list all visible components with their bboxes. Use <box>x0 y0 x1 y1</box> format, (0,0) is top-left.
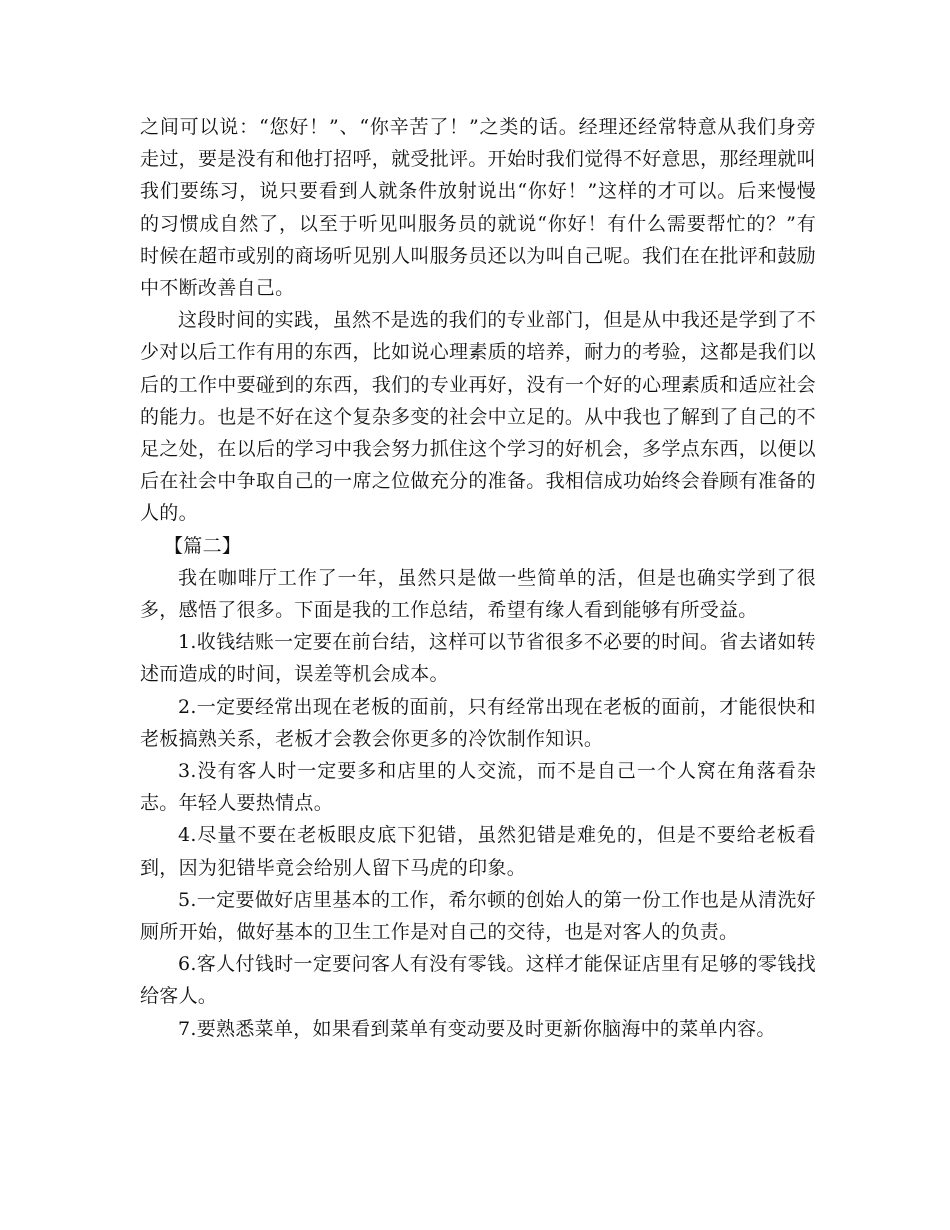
paragraph-practice-reflection: 这段时间的实践，虽然不是选的我们的专业部门，但是从中我还是学到了不少对以后工作有用的东西，比如说心理素质的培养，耐力的考验，这都是我们以后的工作中要碰到的东西，我们的专业再好，没有一个好的心理素质和适应社会的能力。也是不好在这个复杂多变的社会中立足的。从中我也了解到了自己的不足之处，在以后的学习中我会努力抓住这个学习的好机会，多学点东西，以便以后在社会中争取自己的一席之位做充分的准备。我相信成功始终会眷顾有准备的人的。 <box>140 309 816 525</box>
document-body <box>140 111 816 1045</box>
list-item-7: 7.要熟悉菜单，如果看到菜单有变动要及时更新你脑海中的菜单内容。 <box>178 1017 776 1040</box>
list-item-1: 1.收钱结账一定要在前台结，这样可以节省很多不必要的时间。省去诸如转述而造成的时间，误差等机会成本。 <box>140 631 816 686</box>
list-item-5: 5.一定要做好店里基本的工作，希尔顿的创始人的第一份工作也是从清洗好厕所开始，做好基本的卫生工作是对自己的交待，也是对客人的负责。 <box>140 888 816 944</box>
list-item-3: 3.没有客人时一定要多和店里的人交流，而不是自己一个人窝在角落看杂志。年轻人要热情点。 <box>140 760 816 815</box>
list-item-2: 2.一定要经常出现在老板的面前，只有经常出现在老板的面前，才能很快和老板搞熟关系，老板才会教会你更多的冷饮制作知识。 <box>140 695 816 750</box>
list-item-4: 4.尽量不要在老板眼皮底下犯错，虽然犯错是难免的，但是不要给老板看到，因为犯错毕竟会给别人留下马虎的印象。 <box>140 824 816 879</box>
list-item-6: 6.客人付钱时一定要问客人有没有零钱。这样才能保证店里有足够的零钱找给客人。 <box>140 953 816 1008</box>
paragraph-intro: 我在咖啡厅工作了一年，虽然只是做一些简单的活，但是也确实学到了很多，感悟了很多。下面是我的工作总结，希望有缘人看到能够有所受益。 <box>140 566 816 622</box>
section-heading: 【篇二】 <box>164 534 242 557</box>
paragraph-continuation: 之间可以说：“您好！”、“你辛苦了！”之类的话。经理还经常特意从我们身旁走过，要是没有和他打招呼，就受批评。开始时我们觉得不好意思，那经理就叫我们要练习，说只要看到人就条件放射说出“你好！”这样的才可以。后来慢慢的习惯成自然了，以至于听见叫服务员的就说“你好！有什么需要帮忙的？”有时候在超市或别的商场听见别人叫服务员还以为叫自己呢。我们在在批评和鼓励中不断改善自己。 <box>140 116 816 300</box>
